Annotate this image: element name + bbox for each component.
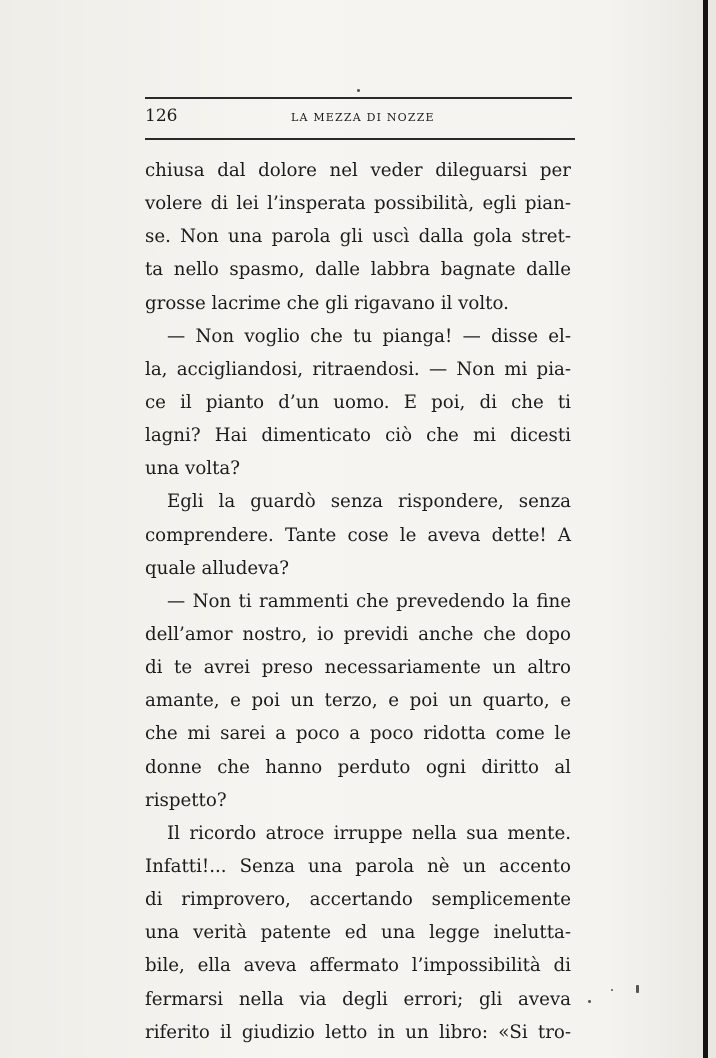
text-line: la, accigliandosi, ritraendosi. — Non mi pia-: [145, 358, 571, 380]
text-line: di rimprovero, accertando semplicemente: [145, 889, 571, 911]
text-line: — Non ti rammenti che prevedendo la fine: [167, 590, 571, 612]
page-edge-shadow: [703, 0, 708, 1058]
body-text: [145, 154, 571, 1049]
top-rule: [145, 97, 572, 99]
paper-speck: [588, 1000, 591, 1003]
paper-speck: [357, 89, 360, 92]
text-line: una volta?: [145, 458, 240, 480]
text-line: comprendere. Tante cose le aveva dette! A: [145, 524, 571, 546]
text-line: riferito il giudizio letto in un libro: «Si tro-: [145, 1021, 571, 1043]
text-line: che mi sarei a poco a poco ridotta come le: [145, 723, 571, 745]
text-line: Il ricordo atroce irruppe nella sua mente.: [167, 822, 571, 844]
text-line: fermarsi nella via degli errori; gli aveva: [145, 988, 571, 1010]
text-line: Infatti!... Senza una parola nè un accento: [145, 855, 571, 877]
paper-speck: [636, 985, 639, 993]
text-line: una verità patente ed una legge ineluttа-: [145, 922, 571, 944]
text-line: lagni? Hai dimenticato ciò che mi dicesti: [145, 425, 571, 447]
text-line: quale alludeva?: [145, 557, 290, 579]
running-title: LA MEZZA DI NOZZE: [291, 111, 435, 124]
text-line: Egli la guardò senza rispondere, senza: [167, 491, 571, 513]
text-line: di te avrei preso necessariamente un altro: [145, 657, 571, 679]
text-line: grosse lacrime che gli rigavano il volto.: [145, 292, 509, 314]
text-line: chiusa dal dolore nel veder dileguarsi per: [145, 160, 571, 181]
text-line: dell’amor nostro, io previdi anche che dopo: [145, 623, 571, 645]
header-rule: [145, 138, 575, 140]
text-line: volere di lei l’insperata possibilità, egli pian-: [145, 193, 571, 215]
text-line: bile, ella aveva affermato l’impossibilità di: [145, 955, 571, 977]
page-number: 126: [145, 106, 178, 126]
text-line: — Non voglio che tu pianga! — disse el-: [167, 325, 571, 347]
text-line: amante, e poi un terzo, e poi un quarto, e: [145, 690, 571, 712]
text-line: ta nello spasmo, dalle labbra bagnate dalle: [145, 259, 571, 281]
page-header: [145, 104, 572, 130]
paper-speck: [611, 989, 613, 991]
text-line: rispetto?: [145, 789, 227, 811]
text-line: se. Non una parola gli uscì dalla gola stret-: [145, 226, 571, 248]
text-line: ce il pianto d’un uomo. E poi, di che ti: [145, 391, 571, 413]
text-line: donne che hanno perduto ogni diritto al: [145, 756, 571, 778]
